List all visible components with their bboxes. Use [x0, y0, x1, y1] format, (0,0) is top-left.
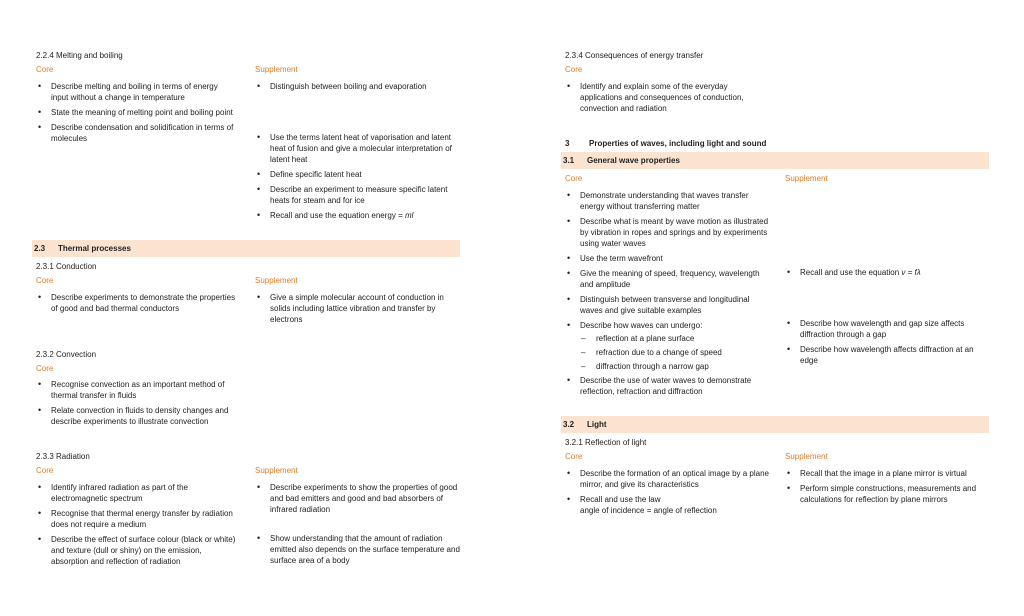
- list-item: • Recall that the image in a plane mirror is virtual: [785, 468, 990, 479]
- section-title: General wave properties: [587, 156, 680, 165]
- heading-2-2-4: 2.2.4 Melting and boiling: [36, 51, 123, 60]
- heading-2-3-1: 2.3.1 Conduction: [36, 262, 97, 271]
- chapter-number: 3: [565, 139, 570, 148]
- heading-2-3-3: 2.3.3 Radiation: [36, 452, 90, 461]
- list-item: [565, 494, 770, 516]
- heading-2-3-2: 2.3.2 Convection: [36, 350, 97, 359]
- list-item: – diffraction through a narrow gap: [565, 361, 770, 372]
- list-item: • Recognise convection as an important method of thermal transfer in fluids: [36, 379, 241, 401]
- heading-2-3-4: 2.3.4 Consequences of energy transfer: [565, 51, 704, 60]
- list-item: • Give a simple molecular account of conduction in solids including lattice vibration and transfer by electrons: [255, 292, 465, 325]
- list-item: • Relate convection in fluids to density changes and describe experiments to illustrate convection: [36, 405, 241, 427]
- section-number: 3.2: [563, 420, 575, 429]
- list-item: • Describe experiments to show the properties of good and bad emitters and good and bad absorbers of infrared radiation: [255, 482, 460, 515]
- equation-text: Recall and use the equation: [800, 268, 902, 277]
- supp-list-2-2-4-b: [255, 132, 460, 225]
- supp-list-2-3-3-a: [255, 482, 460, 519]
- supplement-label: Supplement: [255, 466, 298, 475]
- list-item: • Describe condensation and solidification in terms of molecules: [36, 122, 236, 144]
- supp-list-2-2-4-a: [255, 81, 460, 96]
- list-item: • Demonstrate understanding that waves transfer energy without transferring matter: [565, 190, 770, 212]
- equation-text: Recall and use the equation energy =: [270, 211, 405, 220]
- supplement-label: Supplement: [255, 276, 298, 285]
- supplement-label: Supplement: [785, 174, 828, 183]
- core-label: Core: [565, 174, 583, 183]
- list-item: • Use the term wavefront: [565, 253, 770, 264]
- list-item: • Describe the effect of surface colour (black or white) and texture (dull or shiny) on the emission, absorption and reflection of radiation: [36, 534, 236, 567]
- core-list-2-3-4: [565, 81, 760, 118]
- core-list-2-3-3: [36, 482, 236, 571]
- supp-list-2-3-3-b: [255, 533, 460, 570]
- list-item: • Show understanding that the amount of radiation emitted also depends on the surface temperature and surface area of a body: [255, 533, 460, 566]
- section-band-3-2: [561, 416, 989, 433]
- supplement-label: Supplement: [785, 452, 828, 461]
- list-item: • Describe what is meant by wave motion as illustrated by vibration in ropes and springs and by experiments using water waves: [565, 216, 770, 249]
- list-item: • Describe how wavelength affects diffraction at an edge: [785, 344, 985, 366]
- section-band-2-3: [32, 240, 460, 257]
- list-item: • Use the terms latent heat of vaporisation and latent heat of fusion and give a molecular interpretation of latent heat: [255, 132, 460, 165]
- supp-list-3-1-b: [785, 318, 985, 370]
- core-label: Core: [565, 452, 583, 461]
- core-list-2-3-2: [36, 379, 241, 431]
- core-list-3-1-b: [565, 375, 770, 401]
- list-item: • Perform simple constructions, measurements and calculations for reflection by plane mirrors: [785, 483, 990, 505]
- core-label: Core: [36, 276, 54, 285]
- section-number: 2.3: [34, 244, 46, 253]
- supplement-label: Supplement: [255, 65, 298, 74]
- list-item: • Distinguish between boiling and evaporation: [255, 81, 460, 92]
- list-item: • Identify and explain some of the everyday applications and consequences of conduction, convection and radiation: [565, 81, 760, 114]
- list-item: [785, 267, 990, 278]
- supp-list-2-3-1: [255, 292, 465, 329]
- equation-formula: v = fλ: [901, 268, 921, 277]
- list-item: – refraction due to a change of speed: [565, 347, 770, 358]
- supp-list-3-2-1: [785, 468, 990, 509]
- list-item: • Describe an experiment to measure specific latent heats for steam and for ice: [255, 184, 460, 206]
- chapter-heading-3: [565, 138, 766, 149]
- list-item: [255, 210, 460, 221]
- supp-list-3-1-a: [785, 267, 990, 282]
- list-item: • Describe the use of water waves to demonstrate reflection, refraction and diffraction: [565, 375, 770, 397]
- core-list-3-2-1: [565, 468, 770, 520]
- core-list-2-2-4: [36, 81, 236, 148]
- equation-variable: ml: [404, 211, 414, 220]
- section-title: Thermal processes: [58, 244, 131, 253]
- law-line: • Recall and use the law: [580, 495, 661, 504]
- list-item: • Define specific latent heat: [255, 169, 460, 180]
- core-label: Core: [36, 65, 54, 74]
- section-title: Light: [587, 420, 607, 429]
- section-number: 3.1: [563, 156, 575, 165]
- list-item: • Describe how waves can undergo:: [565, 320, 770, 331]
- list-item: • Distinguish between transverse and longitudinal waves and give suitable examples: [565, 294, 770, 316]
- dash-list-3-1: [565, 333, 770, 375]
- list-item: • Describe the formation of an optical image by a plane mirror, and give its characteristics: [565, 468, 770, 490]
- section-band-3-1: [561, 152, 989, 169]
- heading-3-2-1: 3.2.1 Reflection of light: [565, 438, 647, 447]
- list-item: • Describe melting and boiling in terms of energy input without a change in temperature: [36, 81, 236, 103]
- core-list-2-3-1: [36, 292, 236, 318]
- list-item: • Identify infrared radiation as part of the electromagnetic spectrum: [36, 482, 236, 504]
- core-label: Core: [565, 65, 583, 74]
- core-label: Core: [36, 466, 54, 475]
- list-item: • Describe experiments to demonstrate the properties of good and bad thermal conductors: [36, 292, 236, 314]
- list-item: • Give the meaning of speed, frequency, wavelength and amplitude: [565, 268, 770, 290]
- list-item: • State the meaning of melting point and boiling point: [36, 107, 236, 118]
- list-item: • Recognise that thermal energy transfer by radiation does not require a medium: [36, 508, 236, 530]
- list-item: – reflection at a plane surface: [565, 333, 770, 344]
- list-item: • Describe how wavelength and gap size affects diffraction through a gap: [785, 318, 985, 340]
- law-equation: angle of incidence = angle of reflection: [580, 506, 717, 515]
- core-list-3-1: [565, 190, 770, 335]
- core-label: Core: [36, 364, 54, 373]
- chapter-title: Properties of waves, including light and sound: [589, 139, 767, 148]
